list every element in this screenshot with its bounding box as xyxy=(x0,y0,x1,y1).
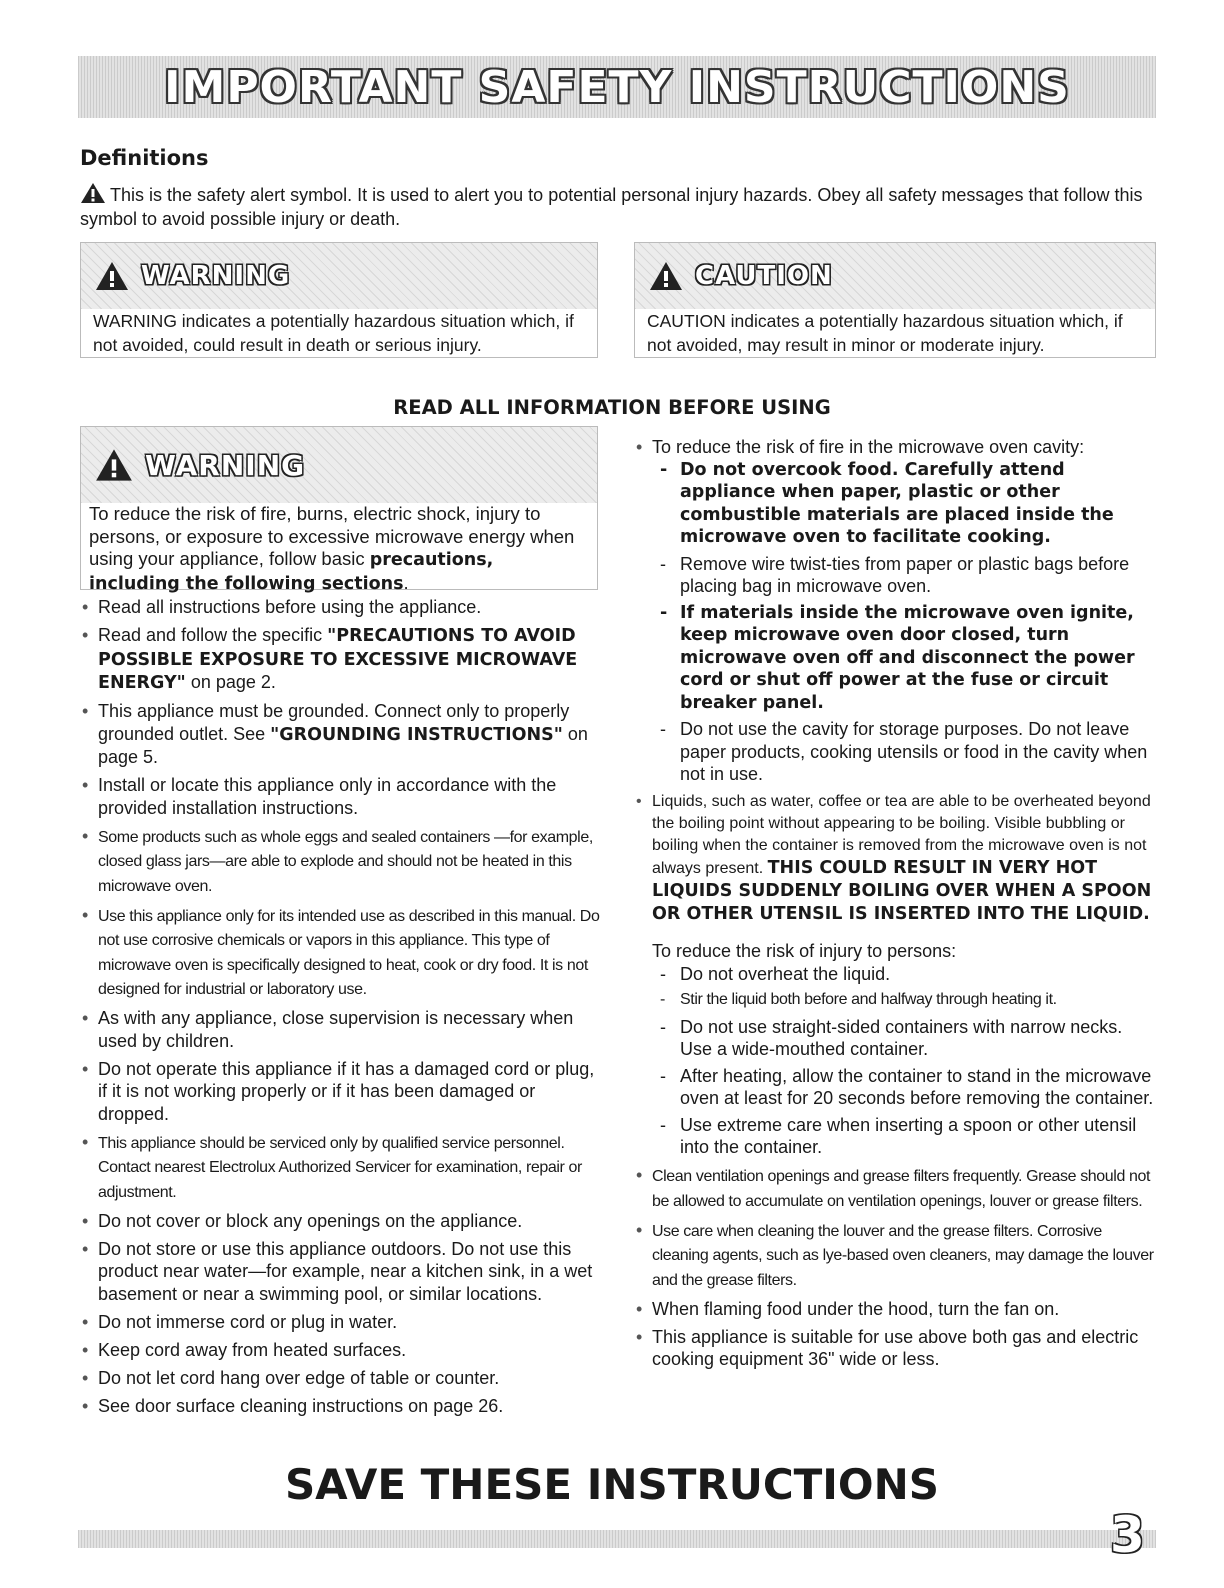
sub-item: - If materials inside the microwave oven ignite, keep microwave oven door closed, turn microwave oven off and disconnect the power cord or shut off power at the fuse or circuit breaker panel. xyxy=(652,602,1156,715)
left-warning-body: To reduce the risk of fire, burns, electric shock, injury to persons, or exposure to excessive microwave energy when using your appliance, follow basic xyxy=(89,503,575,569)
warning-definition: WARNING indicates a potentially hazardous situation which, if not avoided, could result in death or serious injury. xyxy=(93,311,574,355)
save-instructions-banner: SAVE THESE INSTRUCTIONS xyxy=(284,1460,940,1509)
list-item xyxy=(80,904,600,1002)
left-warning-text xyxy=(81,503,597,595)
list-item xyxy=(634,436,1156,786)
list-item xyxy=(80,774,600,819)
list-item-text: As with any appliance, close supervision is necessary when used by children. xyxy=(98,1008,574,1051)
list-item xyxy=(80,1210,600,1233)
list-item xyxy=(80,825,600,899)
list-item xyxy=(80,1367,600,1390)
definitions-heading: Definitions xyxy=(80,146,209,170)
list-item-bold: "PRECAUTIONS TO AVOID POSSIBLE EXPOSURE TO EXCESSIVE MICROWAVE ENERGY" xyxy=(98,626,578,693)
list-item-text: To reduce the risk of fire in the microwave oven cavity: xyxy=(652,437,1085,457)
list-item-text: on page 5. xyxy=(98,723,588,767)
definitions-body: This is the safety alert symbol. It is used to alert you to potential personal injury hazards. Obey all safety messages that follow this symbol to avoid possible injury or death. xyxy=(80,185,1143,229)
list-item xyxy=(634,1326,1156,1371)
left-bullet-list xyxy=(80,596,600,1423)
page-number: 3 xyxy=(1110,1506,1145,1564)
caution-definition-box xyxy=(634,242,1156,358)
list-item-text: Do not operate this appliance if it has a damaged cord or plug, if it is not working properly or if it has been damaged or dropped. xyxy=(98,1058,595,1124)
warning-definition-box xyxy=(80,242,598,358)
list-item xyxy=(80,624,600,695)
alert-triangle-icon xyxy=(649,261,683,291)
left-warning-box xyxy=(80,426,598,594)
alert-triangle-icon xyxy=(95,261,129,291)
list-item-text: Do not store or use this appliance outdoors. Do not use this product near water—for example, near a kitchen sink, in a wet basement or near a swimming pool, or similar locations. xyxy=(98,1238,593,1304)
warning-header xyxy=(81,243,597,309)
page-title: IMPORTANT SAFETY INSTRUCTIONS xyxy=(164,61,1070,113)
list-item xyxy=(80,1395,600,1418)
list-item-text: This appliance is suitable for use above both gas and electric cooking equipment 36" wide or less. xyxy=(652,1326,1139,1369)
list-item-text: To reduce the risk of injury to persons: xyxy=(652,941,957,961)
left-warning-header xyxy=(81,427,597,503)
left-warning-bold: precautions, including the following sections xyxy=(89,550,494,594)
list-item-bold: THIS COULD RESULT IN VERY HOT LIQUIDS SUDDENLY BOILING OVER WHEN A SPOON OR OTHER UTENSIL IS INSERTED INTO THE LIQUID. xyxy=(652,858,1152,924)
list-item-text: Read all instructions before using the appliance. xyxy=(98,597,482,617)
sub-item: - After heating, allow the container to stand in the microwave oven at least for 20 seconds before removing the container. xyxy=(652,1065,1156,1110)
list-item xyxy=(80,1131,600,1205)
warning-word: WARNING xyxy=(141,261,291,291)
list-item-text: See door surface cleaning instructions on page 26. xyxy=(98,1395,504,1416)
list-item xyxy=(80,1311,600,1334)
caution-word: CAUTION xyxy=(695,261,833,291)
list-item-text: on page 2. xyxy=(185,672,276,692)
list-item-text: Do not let cord hang over edge of table or counter. xyxy=(98,1367,500,1388)
list-item xyxy=(80,1238,600,1306)
left-warning-word: WARNING xyxy=(145,448,306,482)
sub-item: - Do not use the cavity for storage purposes. Do not leave paper products, cooking utensils or food in the cavity when not in use. xyxy=(652,718,1156,786)
list-item xyxy=(80,700,600,769)
list-item xyxy=(634,1219,1156,1293)
list-item-bold: "GROUNDING INSTRUCTIONS" xyxy=(270,724,563,745)
list-item-text: Use care when cleaning the louver and the grease filters. Corrosive cleaning agents, such as lye-based oven cleaners, may damage the louver and the grease filters. xyxy=(652,1222,1154,1289)
list-item xyxy=(634,1164,1156,1213)
list-item-text: Do not immerse cord or plug in water. xyxy=(98,1311,398,1332)
list-item xyxy=(634,791,1156,926)
fire-sub-list xyxy=(652,459,1156,786)
alert-triangle-icon xyxy=(95,448,133,482)
list-item-text: Clean ventilation openings and grease filters frequently. Grease should not be allowed to accumulate on ventilation openings, louver or grease filters. xyxy=(652,1168,1151,1210)
alert-triangle-icon xyxy=(80,182,106,204)
list-item xyxy=(80,596,600,619)
list-item-text: Use this appliance only for its intended use as described in this manual. Do not use corrosive chemicals or vapors in this appliance. This type of microwave oven is specifically designed to heat, cook or dry food. It is not designed for industrial or laboratory use. xyxy=(98,907,600,998)
left-warning-end: . xyxy=(403,571,409,593)
sub-item: - Remove wire twist-ties from paper or plastic bags before placing bag in microwave oven. xyxy=(652,553,1156,598)
list-item-text: This appliance must be grounded. Connect only to properly grounded outlet. See xyxy=(98,701,570,744)
list-item-text: Install or locate this appliance only in accordance with the provided installation instructions. xyxy=(98,775,557,818)
list-item xyxy=(80,1339,600,1362)
sub-item: - Stir the liquid both before and halfway through heating it. xyxy=(652,989,1156,1012)
sub-item: - Do not overcook food. Carefully attend appliance when paper, plastic or other combustible materials are placed inside the microwave oven to facilitate cooking. xyxy=(652,459,1156,549)
footer-strip xyxy=(78,1530,1156,1548)
list-item-text: Do not cover or block any openings on the appliance. xyxy=(98,1210,523,1231)
definitions-text xyxy=(80,182,1160,231)
title-banner xyxy=(78,56,1156,118)
list-item-text: Keep cord away from heated surfaces. xyxy=(98,1339,407,1360)
sub-item: - Use extreme care when inserting a spoon or other utensil into the container. xyxy=(652,1114,1156,1159)
list-item xyxy=(80,1058,600,1126)
caution-header xyxy=(635,243,1155,309)
list-item xyxy=(80,1007,600,1052)
list-item xyxy=(634,940,1156,1159)
list-item-text: When flaming food under the hood, turn the fan on. xyxy=(652,1298,1060,1319)
injury-sub-list xyxy=(652,963,1156,1159)
list-item-text: Read and follow the specific xyxy=(98,625,328,645)
list-item-text: Liquids, such as water, coffee or tea are able to be overheated beyond the boiling point without appearing to be boiling. Visible bubbling or boiling when the container is removed from the microwave oven is not always present. xyxy=(652,793,1151,877)
sub-item: - Do not overheat the liquid. xyxy=(652,963,1156,986)
read-all-heading: READ ALL INFORMATION BEFORE USING xyxy=(393,396,831,419)
list-item-text: Some products such as whole eggs and sealed containers —for example, closed glass jars—are able to explode and should not be heated in this microwave oven. xyxy=(98,828,593,895)
caution-definition: CAUTION indicates a potentially hazardous situation which, if not avoided, may result in minor or moderate injury. xyxy=(647,311,1123,355)
right-bullet-list xyxy=(634,436,1156,1376)
list-item xyxy=(634,1298,1156,1321)
list-item-text: This appliance should be serviced only by qualified service personnel. Contact nearest Electrolux Authorized Servicer for examination, repair or adjustment. xyxy=(98,1134,582,1201)
sub-item: - Do not use straight-sided containers with narrow necks. Use a wide-mouthed container. xyxy=(652,1016,1156,1061)
